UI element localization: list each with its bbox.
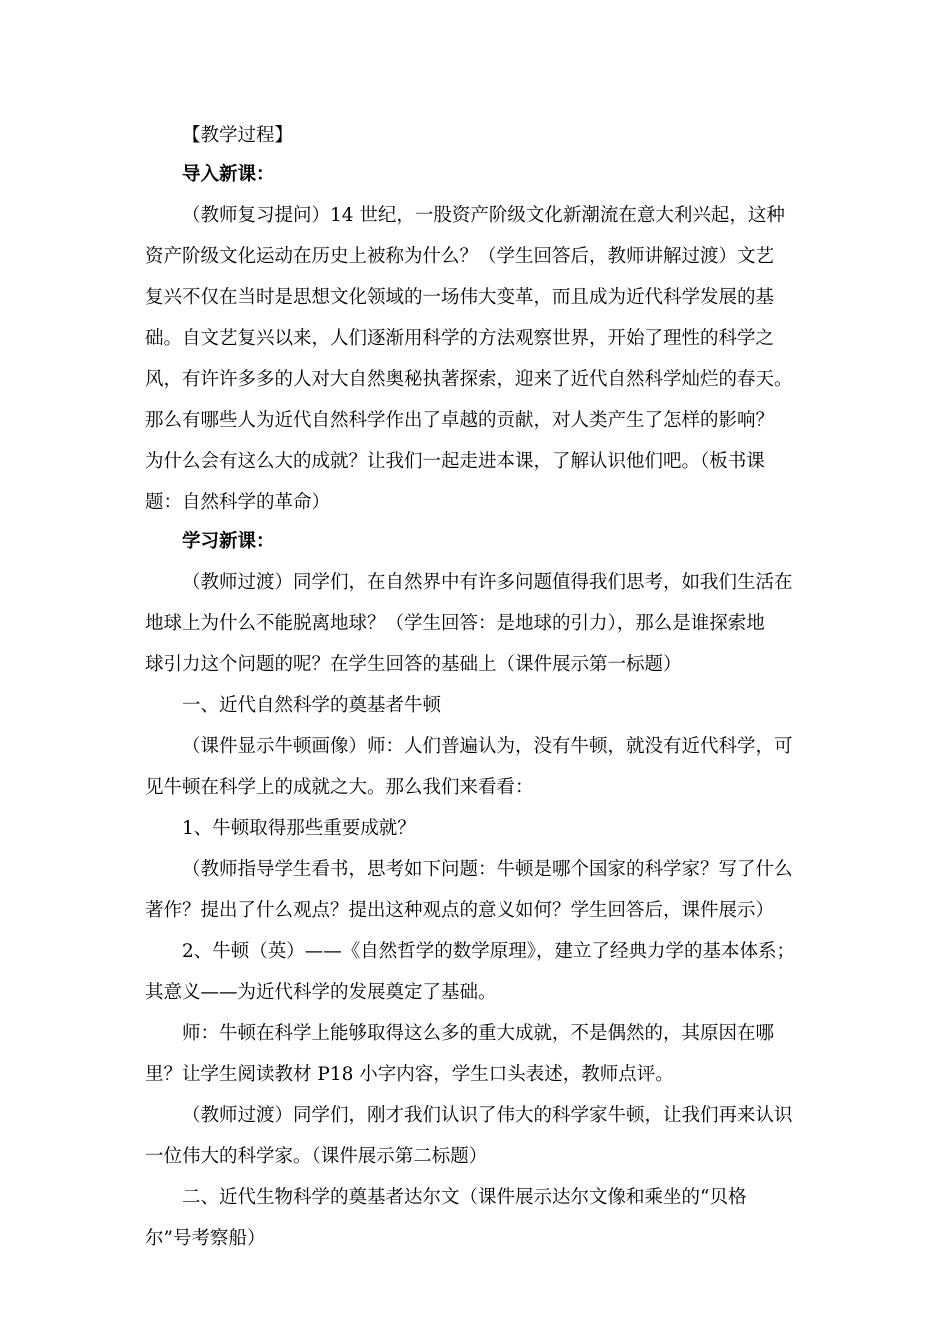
- paragraph-line: 复兴不仅在当时是思想文化领域的一场伟大变革，而且成为近代科学发展的基: [145, 287, 775, 308]
- paragraph-line: （课件显示牛顿画像）师：人们普遍认为，没有牛顿，就没有近代科学，可: [182, 736, 793, 757]
- paragraph-line: 其意义——为近代科学的发展奠定了基础。: [145, 982, 497, 1003]
- paragraph-line: 尔”号考察船）: [145, 1228, 266, 1249]
- intro-heading: 导入新课：: [182, 164, 275, 185]
- paragraph-line: 见牛顿在科学上的成就之大。那么我们来看看：: [145, 777, 534, 798]
- paragraph-line: （教师过渡）同学们，在自然界中有许多问题值得我们思考，如我们生活在: [182, 572, 793, 593]
- paragraph-line: 那么有哪些人为近代自然科学作出了卓越的贡献，对人类产生了怎样的影响？: [145, 410, 775, 431]
- point1-title: 1、牛顿取得那些重要成就？: [182, 818, 416, 839]
- paragraph-line: 风，有许许多多的人对大自然奥秘执著探索，迎来了近代自然科学灿烂的春天。: [145, 369, 793, 390]
- new-lesson-heading: 学习新课：: [182, 531, 275, 552]
- paragraph-line: 资产阶级文化运动在历史上被称为什么？（学生回答后，教师讲解过渡）文艺: [145, 246, 775, 267]
- paragraph-line: （教师过渡）同学们，刚才我们认识了伟大的科学家牛顿，让我们再来认识: [182, 1105, 793, 1126]
- paragraph-line: （教师复习提问）14 世纪，一股资产阶级文化新潮流在意大利兴起，这种: [182, 205, 785, 226]
- paragraph-line: 师：牛顿在科学上能够取得这么多的重大成就，不是偶然的，其原因在哪: [182, 1023, 775, 1044]
- paragraph-line: 一位伟大的科学家。（课件展示第二标题）: [145, 1146, 488, 1167]
- paragraph-line: 为什么会有这么大的成就？让我们一起走进本课，了解认识他们吧。（板书课: [145, 451, 765, 472]
- paragraph-line: 础。自文艺复兴以来，人们逐渐用科学的方法观察世界，开始了理性的科学之: [145, 328, 775, 349]
- paragraph-line: （教师指导学生看书，思考如下问题：牛顿是哪个国家的科学家？写了什么: [182, 859, 793, 880]
- paragraph-line: 题：自然科学的革命）: [145, 492, 331, 513]
- paragraph-line: 地球上为什么不能脱离地球？（学生回答：是地球的引力），那么是谁探索地: [145, 613, 765, 634]
- paragraph-line: 2、牛顿（英）——《自然哲学的数学原理》，建立了经典力学的基本体系；: [182, 941, 796, 962]
- paragraph-line: 里？让学生阅读教材 P18 小字内容，学生口头表述，教师点评。: [145, 1064, 674, 1085]
- paragraph-line: 著作？提出了什么观点？提出这种观点的意义如何？学生回答后，课件展示）: [145, 900, 775, 921]
- section1-title: 一、近代自然科学的奠基者牛顿: [182, 695, 442, 716]
- paragraph-line: 球引力这个问题的呢？在学生回答的基础上（课件展示第一标题）: [145, 654, 682, 675]
- section-heading: 【教学过程】: [182, 125, 294, 146]
- section2-title: 二、近代生物科学的奠基者达尔文（课件展示达尔文像和乘坐的“贝格: [182, 1187, 747, 1208]
